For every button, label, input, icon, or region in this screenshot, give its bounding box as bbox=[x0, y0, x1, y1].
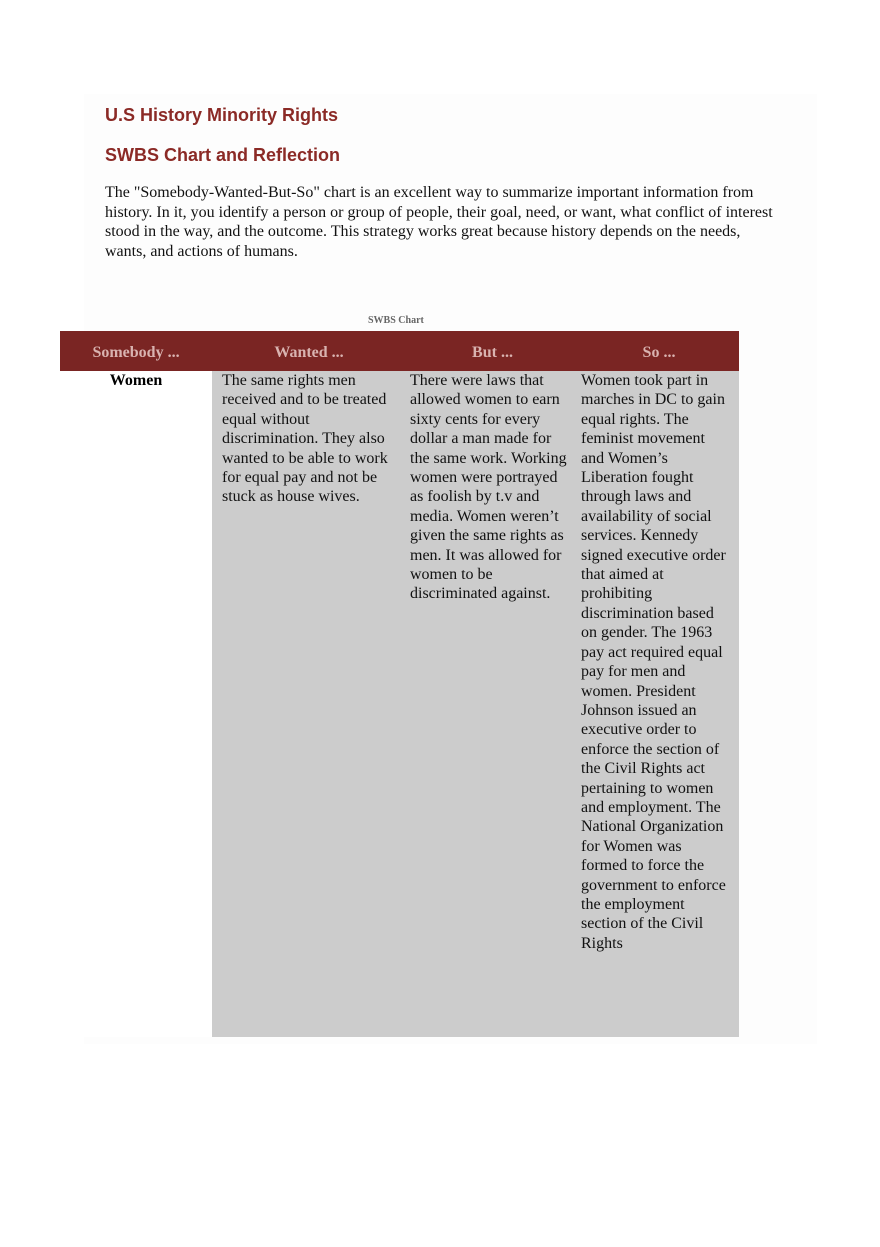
header-somebody: Somebody ... bbox=[92, 344, 180, 361]
table-header-row bbox=[60, 331, 739, 375]
header-wanted: Wanted ... bbox=[274, 344, 344, 361]
chart-caption: SWBS Chart bbox=[368, 315, 424, 326]
table-row bbox=[60, 371, 739, 1037]
header-so: So ... bbox=[642, 344, 676, 361]
page-title: U.S History Minority Rights bbox=[105, 105, 339, 125]
cell-wanted: The same rights men received and to be treated equal without discrimination. They also wanted to be able to work for equal pay and not be stuck as house wives. bbox=[212, 371, 406, 1037]
cell-somebody: Women bbox=[60, 371, 212, 1037]
document-body bbox=[105, 103, 785, 261]
cell-so: Women took part in marches in DC to gain equal rights. The feminist movement and Women’s Liberation fought through laws and availability of social services. Kennedy signed executive order that aimed at prohibiting discrimination based on gender. The 1963 pay act required equal pay for men and women. President Johnson issued an executive order to enforce the section of the Civil Rights act pertaining to women and employment. The National Organization for Women was formed to force the government to enforce the employment section of the Civil Rights bbox=[579, 371, 739, 1037]
cell-but: There were laws that allowed women to earn sixty cents for every dollar a man made for the same work. Working women were portrayed as foolish by t.v and media. Women weren’t given the same rights as men. It was allowed for women to be discriminated against. bbox=[406, 371, 579, 1037]
page-subtitle: SWBS Chart and Reflection bbox=[105, 145, 341, 165]
intro-paragraph: The "Somebody-Wanted-But-So" chart is an excellent way to summarize important information from history. In it, you identify a person or group of people, their goal, need, or want, what conflict of interest stood in the way, and the outcome. This strategy works great because history depends on the needs, wants, and actions of humans. bbox=[105, 184, 773, 260]
swbs-table bbox=[60, 331, 739, 1037]
header-but: But ... bbox=[472, 344, 513, 361]
